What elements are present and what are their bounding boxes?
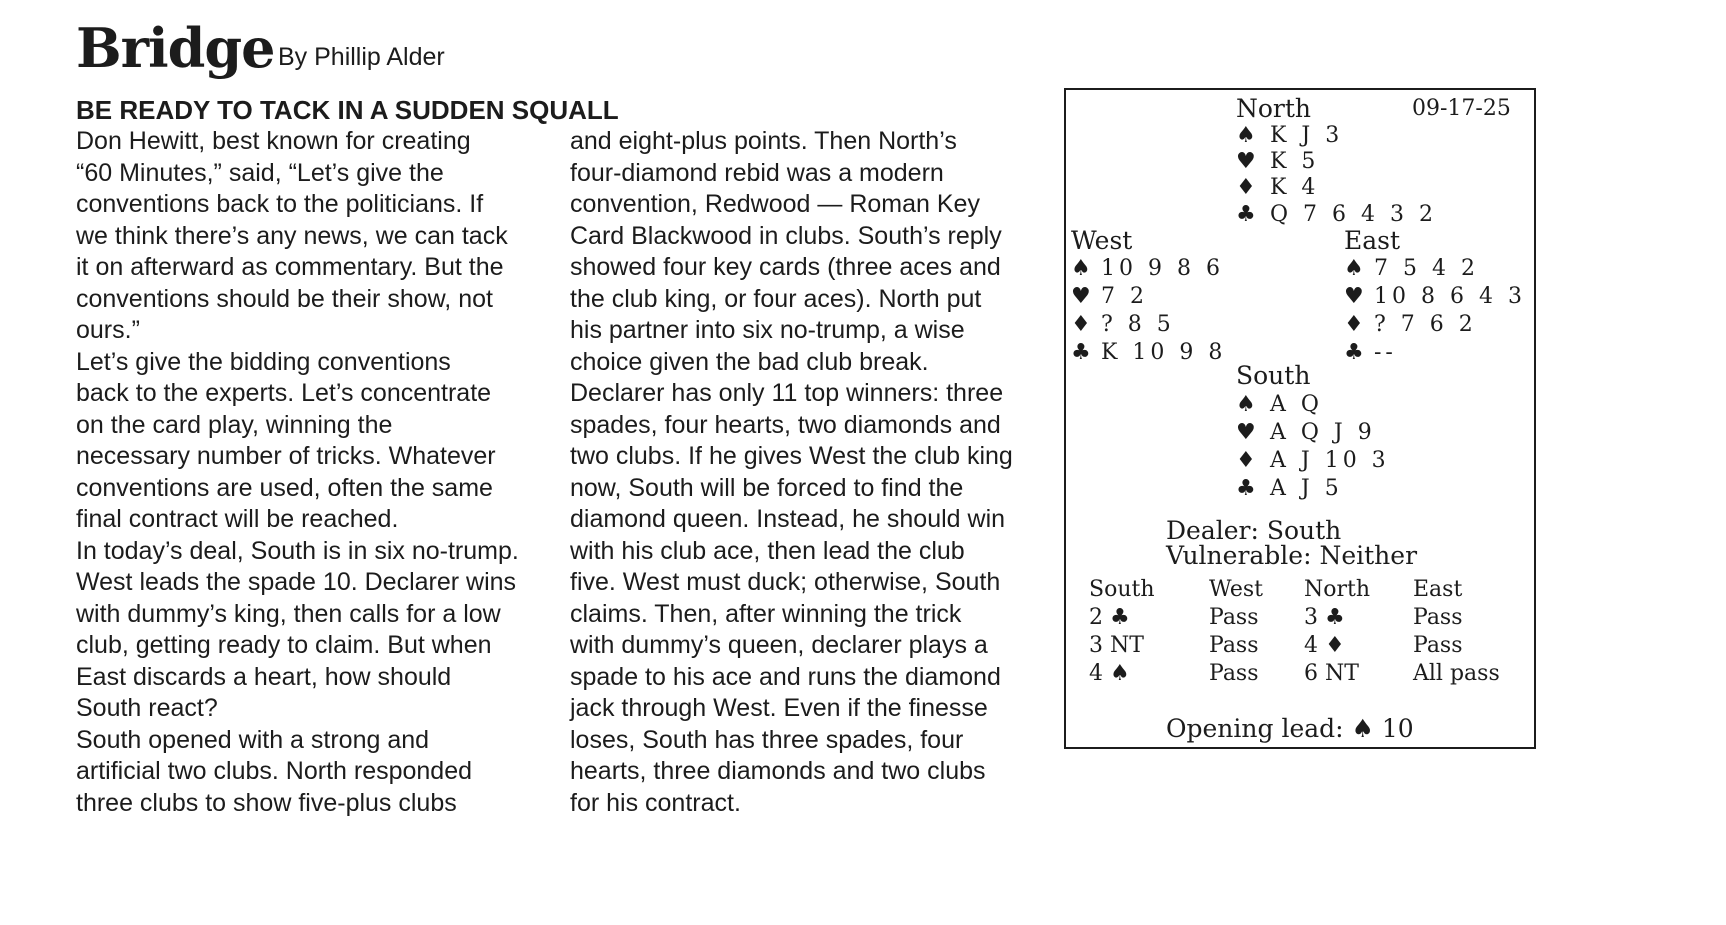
spade-icon: ♠ [1344, 256, 1368, 281]
bid-cell: 4 ♦ [1304, 633, 1345, 658]
south-hearts-cards: A Q J 9 [1270, 420, 1376, 445]
article-line: it on afterward as commentary. But the [76, 253, 504, 281]
article-line: conventions back to the politicians. If [76, 190, 484, 218]
west-spades-cards: 10 9 8 6 [1101, 256, 1224, 281]
article-line: Card Blackwood in clubs. South’s reply [570, 221, 1002, 250]
article-line: conventions should be their show, not [76, 284, 493, 313]
west-diamonds [1071, 312, 1175, 338]
east-hearts [1344, 284, 1526, 310]
dealer-info: Dealer: South [1166, 516, 1342, 545]
article-line: West leads the spade 10. Declarer wins [76, 568, 517, 596]
west-hearts [1071, 284, 1148, 310]
north-label: North [1236, 94, 1312, 123]
east-spades-cards: 7 5 4 2 [1374, 256, 1479, 281]
south-spades [1236, 392, 1323, 418]
article-line: diamond queen. Instead, he should win [570, 505, 1006, 533]
east-label: East [1344, 226, 1401, 255]
column-title: Bridge [76, 16, 275, 80]
article-line: showed four key cards (three aces and [570, 253, 1001, 281]
article-line: necessary number of tricks. Whatever [76, 442, 496, 470]
vulnerability-info: Vulnerable: Neither [1166, 541, 1418, 570]
article-line: loses, South has three spades, four [570, 725, 964, 754]
article-line: Don Hewitt, best known for creating [76, 127, 471, 155]
deal-diagram [1064, 88, 1536, 749]
article-column-1 [76, 126, 554, 819]
bidding-header-south: South [1089, 577, 1155, 602]
deal-date: 09-17-25 [1412, 96, 1511, 121]
article-line: Let’s give the bidding conventions [76, 347, 451, 376]
bid-cell: Pass [1209, 605, 1259, 630]
article-line: now, South will be forced to find the [570, 473, 964, 502]
east-clubs [1344, 340, 1397, 366]
bid-cell: 3 ♣ [1304, 605, 1345, 630]
north-spades-cards: K J 3 [1270, 123, 1344, 148]
article-line: back to the experts. Let’s concentrate [76, 379, 492, 407]
article-line: four-diamond rebid was a modern [570, 158, 944, 187]
article-line: “60 Minutes,” said, “Let’s give the [76, 158, 444, 187]
article-line: for his contract. [570, 788, 741, 817]
bidding-header-west: West [1209, 577, 1263, 602]
article-line: with dummy’s king, then calls for a low [76, 599, 501, 628]
west-label: West [1071, 226, 1133, 255]
north-hearts-cards: K 5 [1270, 149, 1320, 174]
bidding-header-north: North [1304, 577, 1371, 602]
south-clubs-cards: A J 5 [1270, 476, 1343, 501]
west-clubs [1071, 340, 1226, 366]
bid-cell: 6 NT [1304, 661, 1359, 686]
heart-icon: ♥ [1344, 284, 1368, 309]
spade-icon: ♠ [1236, 392, 1260, 417]
east-hearts-cards: 10 8 6 4 3 [1374, 284, 1526, 309]
west-diamonds-cards: ? 8 5 [1101, 312, 1175, 337]
article-line: final contract will be reached. [76, 505, 399, 533]
north-spades [1236, 123, 1343, 149]
article-line: South react? [76, 694, 218, 722]
diamond-icon: ♦ [1236, 448, 1260, 473]
west-hearts-cards: 7 2 [1101, 284, 1148, 309]
article-line: and eight-plus points. Then North’s [570, 127, 957, 155]
south-spades-cards: A Q [1270, 392, 1323, 417]
heart-icon: ♥ [1236, 149, 1260, 174]
north-clubs-cards: Q 7 6 4 3 2 [1270, 202, 1437, 227]
bid-cell: 2 ♣ [1089, 605, 1130, 630]
article-line: Declarer has only 11 top winners: three [570, 379, 1004, 407]
article-column-2 [570, 126, 1048, 819]
bid-cell: Pass [1209, 633, 1259, 658]
opening-lead: Opening lead: ♠ 10 [1166, 714, 1414, 743]
south-diamonds [1236, 448, 1390, 474]
west-spades [1071, 256, 1224, 282]
club-icon: ♣ [1071, 340, 1095, 365]
article-line: artificial two clubs. North responded [76, 757, 473, 785]
article-line: two clubs. If he gives West the club king [570, 442, 1013, 470]
north-clubs [1236, 202, 1437, 228]
diamond-icon: ♦ [1344, 312, 1368, 337]
article-line: five. West must duck; otherwise, South [570, 568, 1001, 596]
south-clubs [1236, 476, 1343, 502]
bid-cell: 3 NT [1089, 633, 1144, 658]
article-line: with dummy’s queen, declarer plays a [570, 631, 988, 659]
article-line: his partner into six no-trump, a wise [570, 316, 965, 344]
east-diamonds [1344, 312, 1477, 338]
article-line: club, getting ready to claim. But when [76, 631, 492, 659]
byline: By Phillip Alder [278, 43, 445, 71]
article-line: the club king, or four aces). North put [570, 284, 982, 313]
north-diamonds-cards: K 4 [1270, 175, 1320, 200]
article-line: choice given the bad club break. [570, 347, 929, 376]
south-diamonds-cards: A J 10 3 [1270, 448, 1390, 473]
article-line: conventions are used, often the same [76, 473, 493, 502]
bid-cell: All pass [1413, 661, 1500, 686]
west-clubs-cards: K 10 9 8 [1101, 340, 1227, 365]
article-line: claims. Then, after winning the trick [570, 599, 962, 628]
bid-cell: Pass [1209, 661, 1259, 686]
article-line: South opened with a strong and [76, 725, 430, 754]
article-line: jack through West. Even if the finesse [570, 694, 988, 722]
east-spades [1344, 256, 1479, 282]
north-diamonds [1236, 175, 1319, 201]
club-icon: ♣ [1236, 476, 1260, 501]
heart-icon: ♥ [1071, 284, 1095, 309]
bid-cell: Pass [1413, 633, 1463, 658]
article-line: In today’s deal, South is in six no-trump. [76, 536, 519, 565]
article-line: on the card play, winning the [76, 410, 393, 439]
spade-icon: ♠ [1071, 256, 1095, 281]
heart-icon: ♥ [1236, 420, 1260, 445]
bid-cell: 4 ♠ [1089, 661, 1130, 686]
article-line: hearts, three diamonds and two clubs [570, 757, 986, 785]
headline: BE READY TO TACK IN A SUDDEN SQUALL [76, 95, 619, 125]
article-line: ours.” [76, 316, 140, 344]
north-hearts [1236, 149, 1319, 175]
article-line: spade to his ace and runs the diamond [570, 662, 1001, 691]
south-hearts [1236, 420, 1376, 446]
bid-cell: Pass [1413, 605, 1463, 630]
east-diamonds-cards: ? 7 6 2 [1374, 312, 1477, 337]
article-line: we think there’s any news, we can tack [76, 221, 508, 250]
article-line: East discards a heart, how should [76, 662, 452, 691]
article-line: three clubs to show five-plus clubs [76, 788, 457, 817]
bidding-header-east: East [1413, 577, 1463, 602]
article-line: with his club ace, then lead the club [570, 536, 965, 565]
club-icon: ♣ [1344, 340, 1368, 365]
club-icon: ♣ [1236, 202, 1260, 227]
south-label: South [1236, 361, 1311, 390]
article-line: spades, four hearts, two diamonds and [570, 410, 1001, 439]
east-clubs-cards: -- [1374, 340, 1397, 365]
diamond-icon: ♦ [1071, 312, 1095, 337]
article-line: convention, Redwood — Roman Key [570, 190, 980, 218]
spade-icon: ♠ [1236, 123, 1260, 148]
diamond-icon: ♦ [1236, 175, 1260, 200]
